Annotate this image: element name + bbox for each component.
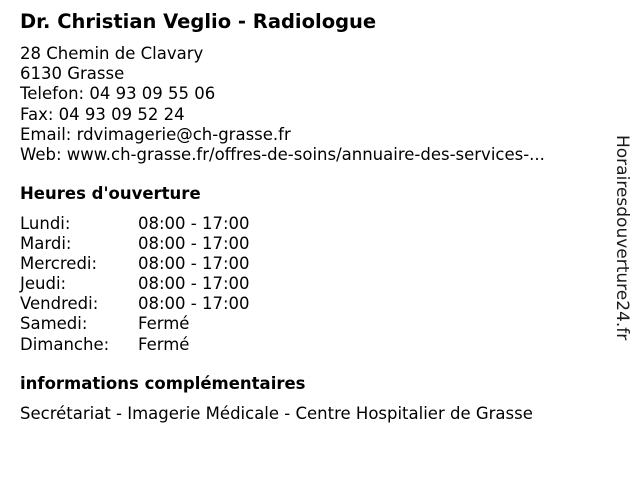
additional-info-text: Secrétariat - Imagerie Médicale - Centre Hospitalier de Grasse [20,404,533,423]
address-city: 6130 Grasse [20,64,125,84]
fax-number: Fax: 04 93 09 52 24 [20,104,185,124]
opening-hours-heading: Heures d'ouverture [20,184,201,203]
phone-number: Telefon: 04 93 09 55 06 [20,84,216,104]
page-title: Dr. Christian Veglio - Radiologue [20,10,377,33]
address-street: 28 Chemin de Clavary [20,44,204,63]
hours-value: 08:00 - 17:00 [138,214,250,233]
hours-value: Fermé [138,314,190,334]
email-address: Email: rdvimagerie@ch-grasse.fr [20,124,291,144]
hours-row-monday [20,214,250,234]
website-url: Web: www.ch-grasse.fr/offres-de-soins/annuaire-des-services-... [20,145,545,165]
watermark-text: Horairesdouverture24.fr [612,135,632,341]
opening-hours-table [20,214,250,355]
site-watermark [612,135,632,375]
additional-info-heading: informations complémentaires [20,374,306,393]
hours-value: 08:00 - 17:00 [138,274,250,294]
hours-row-wednesday [20,254,250,274]
hours-value: 08:00 - 17:00 [138,254,250,274]
hours-value: 08:00 - 17:00 [138,234,250,254]
hours-value: Fermé [138,334,190,354]
day-label: Samedi: [20,314,88,334]
hours-row-sunday [20,335,250,355]
day-label: Mercredi: [20,254,98,274]
hours-row-tuesday [20,234,250,254]
hours-value: 08:00 - 17:00 [138,294,250,314]
day-label: Dimanche: [20,334,110,354]
day-label: Vendredi: [20,294,99,314]
day-label: Jeudi: [20,274,67,294]
hours-row-friday [20,294,250,314]
day-label: Mardi: [20,234,72,254]
day-label: Lundi: [20,214,71,233]
contact-block [20,44,545,165]
hours-row-thursday [20,274,250,294]
hours-row-saturday [20,314,250,334]
